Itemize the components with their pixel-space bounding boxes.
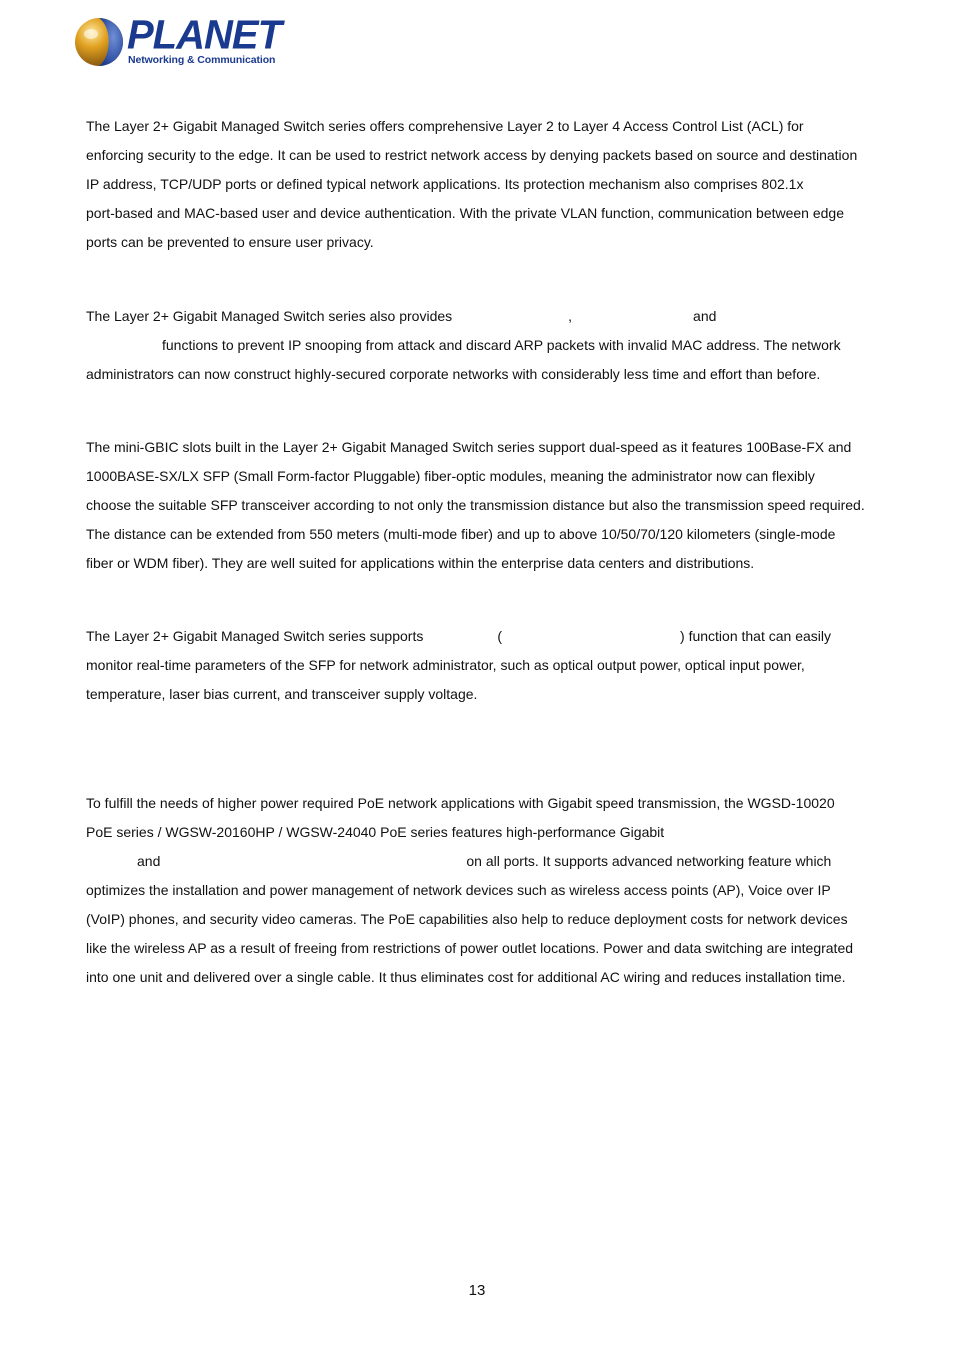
text-line: optimizes the installation and power management of network devices such as wireless access points (AP), Voice over IP <box>86 882 831 898</box>
text-line <box>86 622 886 651</box>
text-line: fiber or WDM fiber). They are well suited for applications within the enterprise data centers and distributions. <box>86 555 755 571</box>
text-line: port-based and MAC-based user and device authentication. With the private VLAN function, communication between edge <box>86 205 844 221</box>
paragraph-snooping <box>86 302 886 389</box>
text-line: To fulfill the needs of higher power required PoE network applications with Gigabit speed transmission, the WGSD-10020 <box>86 795 835 811</box>
text-line: The distance can be extended from 550 meters (multi-mode fiber) and up to above 10/50/70/120 kilometers (single-mode <box>86 526 836 542</box>
logo-subtitle: Networking & Communication <box>128 54 276 66</box>
text-line <box>86 847 886 876</box>
text-line: The mini-GBIC slots built in the Layer 2+ Gigabit Managed Switch series support dual-speed as it features 100Base-FX and <box>86 439 852 455</box>
text-line: (VoIP) phones, and security video cameras. The PoE capabilities also help to reduce deployment costs for network devices <box>86 911 848 927</box>
text-line: into one unit and delivered over a single cable. It thus eliminates cost for additional AC wiring and reduces installation time. <box>86 969 846 985</box>
paragraph-mini-gbic <box>86 433 886 578</box>
planet-logo <box>73 12 281 70</box>
text-segment: and <box>137 853 161 869</box>
paragraph-acl <box>86 112 886 257</box>
text-segment: ( <box>497 628 503 644</box>
paragraph-ddm <box>86 622 886 709</box>
text-line: IP address, TCP/UDP ports or defined typical network applications. Its protection mechanism also comprises 802.1x <box>86 176 804 192</box>
text-line: ports can be prevented to ensure user privacy. <box>86 234 374 250</box>
text-line: temperature, laser bias current, and transceiver supply voltage. <box>86 686 478 702</box>
text-line: The Layer 2+ Gigabit Managed Switch series offers comprehensive Layer 2 to Layer 4 Access Control List (ACL) for <box>86 118 804 134</box>
text-segment: The Layer 2+ Gigabit Managed Switch series supports <box>86 628 424 644</box>
page-number: 13 <box>468 1282 486 1299</box>
text-segment: and <box>693 308 717 324</box>
globe-icon <box>73 14 127 68</box>
text-line: enforcing security to the edge. It can be used to restrict network access by denying packets based on source and destination <box>86 147 858 163</box>
paragraph-poe <box>86 789 886 992</box>
text-segment: on all ports. It supports advanced networking feature which <box>466 853 832 869</box>
text-line <box>86 331 886 360</box>
text-segment: The Layer 2+ Gigabit Managed Switch series also provides <box>86 308 453 324</box>
text-segment: ) function that can easily <box>680 628 832 644</box>
text-line <box>86 302 886 331</box>
text-segment: , <box>568 308 573 324</box>
text-line: PoE series / WGSW-20160HP / WGSW-24040 PoE series features high-performance Gigabit <box>86 824 665 840</box>
text-line: like the wireless AP as a result of freeing from restrictions of power outlet locations. Power and data switching are integrated <box>86 940 854 956</box>
text-line: 1000BASE-SX/LX SFP (Small Form-factor Pluggable) fiber-optic modules, meaning the administrator now can flexibly <box>86 468 815 484</box>
text-segment: functions to prevent IP snooping from attack and discard ARP packets with invalid MAC address. The network <box>162 337 841 353</box>
logo-title: PLANET <box>127 12 281 58</box>
text-line: administrators can now construct highly-secured corporate networks with considerably less time and effort than before. <box>86 366 821 382</box>
text-line: monitor real-time parameters of the SFP for network administrator, such as optical output power, optical input power, <box>86 657 805 673</box>
text-line: choose the suitable SFP transceiver according to not only the transmission distance but also the transmission speed required. <box>86 497 865 513</box>
